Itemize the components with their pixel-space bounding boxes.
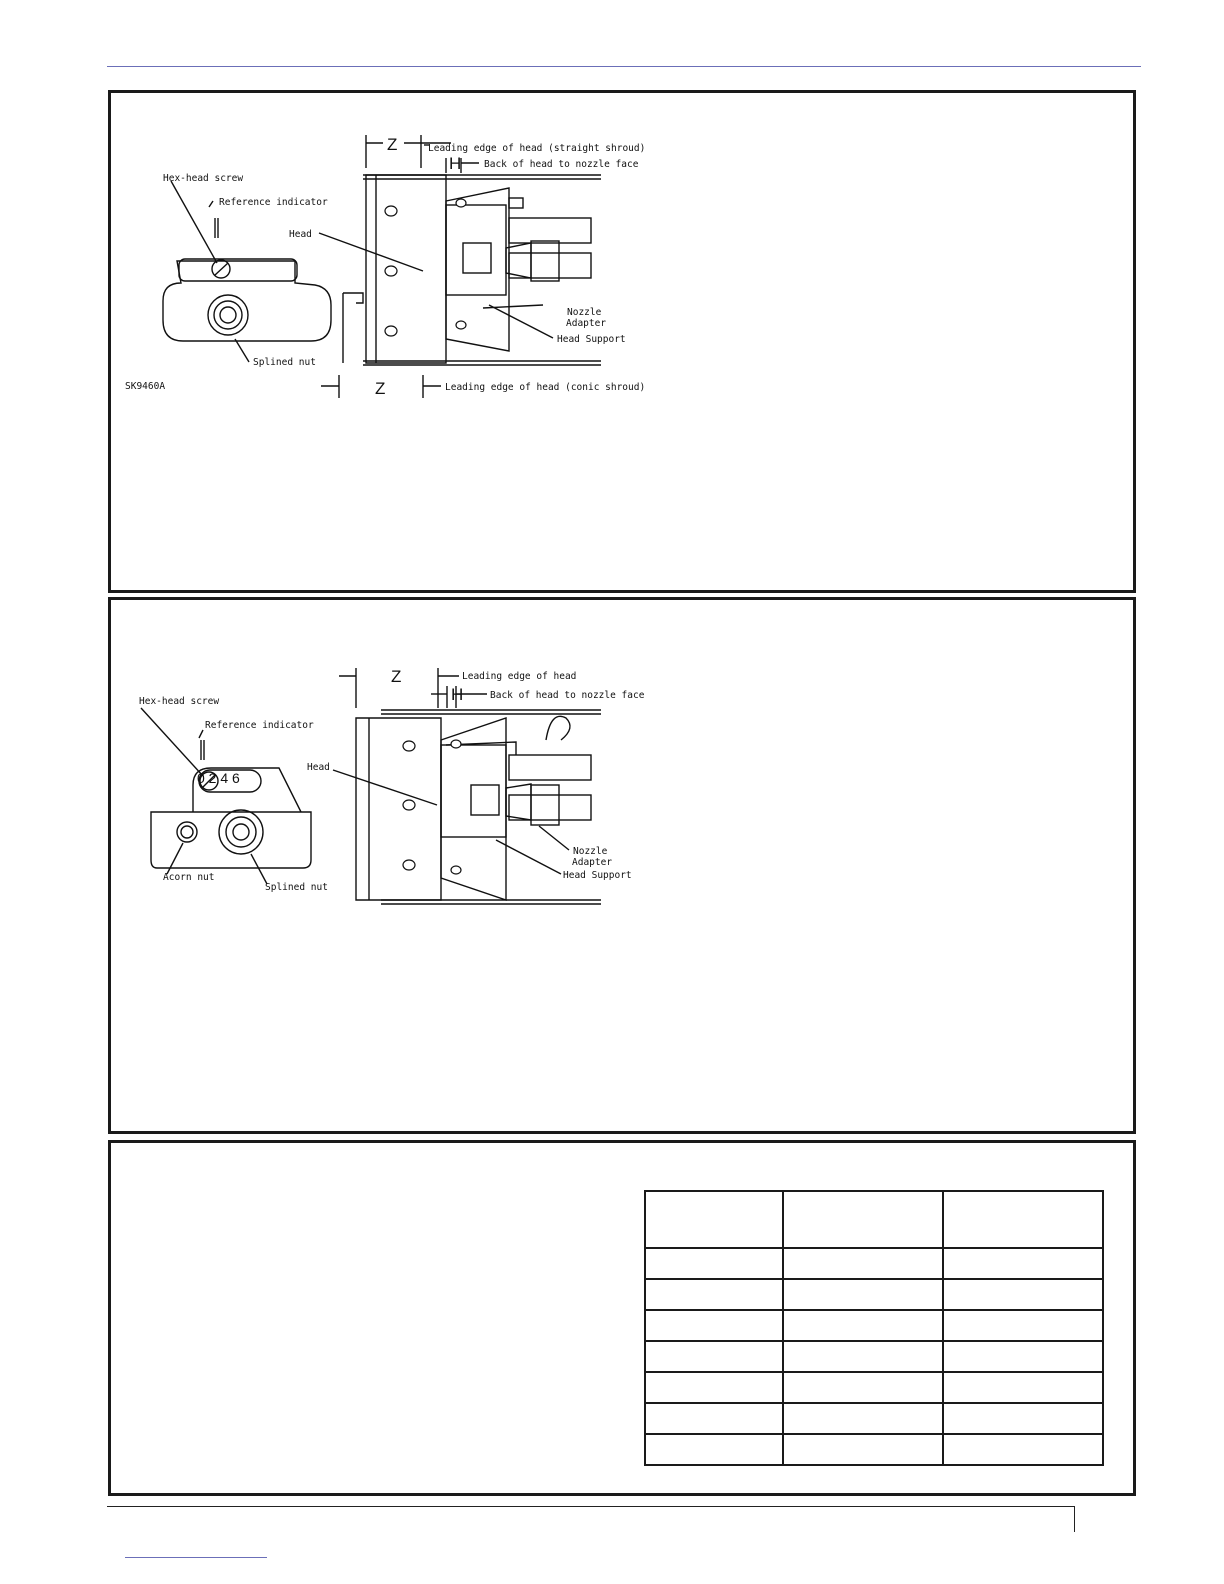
top-rule [107, 66, 1141, 67]
table-cell [943, 1279, 1103, 1310]
table-cell [943, 1248, 1103, 1279]
table-cell [645, 1341, 783, 1372]
table-cell [783, 1279, 943, 1310]
adapter-label: Adapter [572, 857, 613, 868]
leading-edge-conic-label: Leading edge of head (conic shroud) [445, 382, 646, 393]
head-label: Head [307, 762, 330, 773]
table-row [645, 1434, 1103, 1465]
h-label: H [449, 154, 462, 173]
table-cell [783, 1341, 943, 1372]
table-cell [943, 1341, 1103, 1372]
link-underline[interactable] [125, 1557, 267, 1558]
table-cell [645, 1434, 783, 1465]
z-label: Z [391, 667, 402, 686]
table-cell [783, 1372, 943, 1403]
nozzle-label: Nozzle [573, 846, 608, 857]
table-cell [943, 1372, 1103, 1403]
splined-nut-label: Splined nut [253, 357, 316, 368]
table-header-row [645, 1191, 1103, 1248]
bottom-tick [1074, 1507, 1075, 1532]
figure-2-drawing [111, 600, 1139, 1137]
leading-edge-straight-label: Leading edge of head (straight shroud) [428, 143, 646, 154]
table-cell [783, 1403, 943, 1434]
h-label: H [451, 685, 464, 704]
table-cell [783, 1248, 943, 1279]
table-row [645, 1279, 1103, 1310]
table-cell [943, 1191, 1103, 1248]
table-cell [645, 1279, 783, 1310]
table-row [645, 1310, 1103, 1341]
back-of-head-label: Back of head to nozzle face [490, 690, 645, 701]
leading-edge-label: Leading edge of head [462, 671, 577, 682]
acorn-nut-label: Acorn nut [163, 872, 215, 883]
hex-head-screw-label: Hex-head screw [139, 696, 220, 707]
z-bottom-label: Z [375, 379, 386, 398]
table-row [645, 1248, 1103, 1279]
table-cell [783, 1434, 943, 1465]
scale-label: 0 2 4 6 [197, 770, 240, 786]
figure-panel-2 [108, 597, 1136, 1134]
splined-nut-label: Splined nut [265, 882, 328, 893]
table-panel [108, 1140, 1136, 1496]
table-row [645, 1403, 1103, 1434]
table-row [645, 1341, 1103, 1372]
bottom-rule [107, 1506, 1075, 1507]
table-row [645, 1372, 1103, 1403]
z-top-label: Z [387, 135, 398, 154]
table-cell [783, 1310, 943, 1341]
figure-1-drawing [111, 93, 1139, 596]
adapter-label: Adapter [566, 318, 607, 329]
table-cell [645, 1248, 783, 1279]
table-cell [645, 1191, 783, 1248]
table-cell [645, 1372, 783, 1403]
sk-code-label: SK9460A [125, 381, 166, 392]
figure-panel-1 [108, 90, 1136, 593]
table-cell [943, 1434, 1103, 1465]
head-support-label: Head Support [557, 334, 626, 345]
table-cell [943, 1403, 1103, 1434]
nozzle-label: Nozzle [567, 307, 602, 318]
reference-indicator-label: Reference indicator [219, 197, 328, 208]
hex-head-screw-label: Hex-head screw [163, 173, 244, 184]
table-cell [943, 1310, 1103, 1341]
head-support-label: Head Support [563, 870, 632, 881]
back-of-head-label: Back of head to nozzle face [484, 159, 639, 170]
table-cell [645, 1403, 783, 1434]
settings-table [644, 1190, 1104, 1466]
table-cell [783, 1191, 943, 1248]
head-label: Head [289, 229, 312, 240]
table-cell [645, 1310, 783, 1341]
reference-indicator-label: Reference indicator [205, 720, 314, 731]
